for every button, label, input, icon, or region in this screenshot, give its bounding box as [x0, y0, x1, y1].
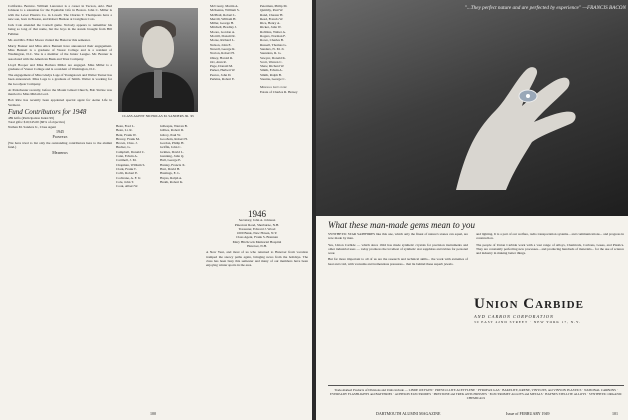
- year2-body: A New Year, and most of us who returned to Hanover from vacation tramped the snowy paths again, bringing news from the holidays. The class has been busy this semester and many of our members have been enjoying winter sports in the area.: [206, 250, 308, 268]
- list-item: Page, Donald M.: [210, 64, 233, 69]
- paragraph: California. Bernice. William Lancaster is a career in Tucson, Ariz. Bud Johnson is a salesman for the Equitable Life in Boston. John C. Miller is with the Lever Plastics Co. in Lowell. The Charles T. Thompsons have a new son, born in Boston, and Robert Hudson at Creighton Colo.: [8, 4, 112, 21]
- year2-line: Pinecrest Road, Sherburne, N.H.: [234, 222, 280, 227]
- list-item: McKenna, William S.: [210, 8, 240, 13]
- page-number-right: 101: [612, 411, 618, 416]
- memo-text: Estate of Charles R. Hersey: [260, 89, 298, 94]
- list-item: Olney, Harold R.: [210, 55, 234, 60]
- page-number-left: 100: [150, 411, 156, 416]
- list-item: Hart, David H.: [160, 166, 181, 171]
- list-item: Brown, Chas. J.: [116, 141, 138, 146]
- list-item: Chapman, William S.: [116, 162, 146, 167]
- list-item: Stearns, George C.: [260, 77, 286, 82]
- paragraph: Jack Cole attended the Cornell game. Nobody appears to remember his being so long of that name, but the boys in the stands brought from Bill Fellmer.: [8, 22, 112, 36]
- list-item: Campbell, Donald C.: [116, 149, 145, 154]
- list-item: Ricker, John W.: [260, 25, 282, 30]
- list-item: Bean, Fred L.: [116, 124, 135, 128]
- list-item: Bent, Frank W.: [116, 132, 137, 137]
- list-item: Parker, Herbert W.: [210, 68, 236, 73]
- list-item: Gilroy, Paul W.: [160, 132, 181, 137]
- list-item: Merrill, William H.: [210, 16, 237, 21]
- ad-quote: "...They perfect nature and are perfected by experience" —FRANCIS BACON: [464, 5, 626, 11]
- logo-subtitle: AND CARBON CORPORATION: [474, 314, 554, 319]
- left-column-2: [116, 124, 156, 404]
- list-item: Gordon, Philip H.: [160, 141, 185, 146]
- trade-names: Trade-marked Products of Divisions and Units include — LINDE OXYGEN · PREST-O-LITE ACETYLENE · PYROFAX GAS · BAKELITE, KRENE, VINYLITE, and VINYON PLASTICS · NATIONAL CARBONS · EVEREADY FLASHLIGHTS and BATTERIES · ACHESON ELECTRODES · PRESTONE and TREK ANTI-FREEZES · ELECTROMET ALLOYS and METALS · HAYNES STELLITE ALLOYS · SYNTHETIC ORGANIC CHEMICALS: [328, 385, 624, 401]
- list-item: Nelson, John E.: [210, 42, 232, 47]
- fund-line: Nathan M. Sanders Jr., Class Agent: [8, 124, 57, 129]
- list-item: Rice, Henry A.: [260, 21, 281, 26]
- right-page: [316, 0, 628, 420]
- ad-paragraph: But far more important to all of us are the research and technical skills... the work with extremes of heat and cold, with vacuums and tremendous pressures... that lie behind these superb jewels.: [328, 257, 468, 266]
- list-item: Cartmell, J. M.: [116, 158, 137, 163]
- tie-shape: [154, 70, 162, 98]
- list-item: Bracey, Frank M.: [116, 136, 140, 141]
- year2-line: Hanover, N.H.: [247, 244, 267, 249]
- list-item: Sanders, N. M. Jr.: [260, 46, 285, 51]
- fund-line: 489 Gifts (Participation Index 99): [8, 116, 54, 121]
- issue-date: Issue of FEBRUARY 1949: [506, 411, 550, 416]
- ad-paragraph: The people of Union Carbide work with a vast range of Alloys, Chemicals, Carbons, Gases, and Plastics. They are constantly perfecting new processes... and producing hundreds of materials... for the use of science and industry in making better things.: [476, 242, 624, 256]
- list-item: Cole, John T.: [116, 179, 134, 184]
- list-item: Saunders, R. G.: [260, 51, 282, 56]
- year-heading: 1945: [56, 129, 64, 134]
- list-item: Rand, Chester H.: [260, 12, 284, 17]
- list-item: Miller, George H.: [210, 21, 235, 26]
- year2-line: 1000 Bank, New Haven, N.Y.: [236, 231, 278, 236]
- left-column-5: [260, 4, 308, 204]
- list-item: Bean, Lt. R.: [116, 128, 133, 133]
- list-item: Newell, George R.: [210, 46, 236, 51]
- list-item: Scott, Warren C.: [260, 59, 283, 64]
- list-item: Cobb, Robert E.: [116, 171, 139, 176]
- list-item: Peterman, Philip M.: [260, 4, 288, 8]
- list-item: Goodwin, Robert H.: [160, 136, 188, 141]
- paragraph: Lloyd Hooper and Miss Barbara Miller are engaged. Miss Miller is a graduate of Vassar College and is a resident of Washington, D.C.: [8, 62, 112, 72]
- left-column-1: [8, 4, 112, 404]
- list-item: Sawyer, Donald K.: [260, 55, 286, 60]
- list-item: Gunning, John Q.: [160, 154, 185, 159]
- ad-paragraph: and lighting. It is a part of our welfare, radio transportation systems... and communications... and progress in construction.: [476, 232, 624, 241]
- list-item: Reed, Francis W.: [260, 16, 284, 21]
- left-page: [0, 0, 312, 420]
- list-item: Griffin, John C.: [160, 145, 182, 150]
- list-item: Hall, George E.: [160, 158, 182, 163]
- list-item: Morse, Richard L.: [210, 38, 235, 43]
- paragraph: At Parkchester recently, before the Mount Gilead Church, Bob Sirrine was married to Miss Miriam Lord.: [8, 87, 112, 97]
- year2-line: Treasurer, Edward J. Wood: [238, 226, 276, 231]
- left-column-3: [160, 124, 200, 404]
- ad-body-column-2: [476, 232, 624, 257]
- members-heading: Members: [52, 149, 68, 155]
- memo-heading: Memorial Gifts from:: [260, 85, 287, 90]
- face-shape: [142, 26, 174, 68]
- note-heading: Pioneers: [52, 134, 68, 140]
- magazine-title: DARTMOUTH ALUMNI MAGAZINE: [376, 411, 441, 416]
- list-item: Cann, Edwin A.: [116, 154, 138, 159]
- list-item: Bucher, G.: [116, 145, 131, 150]
- list-item: Clark, Frank T.: [116, 166, 137, 171]
- list-item: Robbins, Walter A.: [260, 29, 286, 34]
- list-item: Smith, Ralph B.: [260, 72, 282, 77]
- year2-line: Class Agent, Frank S. Brennan: [236, 235, 278, 240]
- paragraph: Mr. and Mrs. Elliot Moore visited the Hanover this semester.: [8, 37, 91, 42]
- list-item: Hastings, E. L.: [160, 171, 181, 176]
- list-item: Cochrane, A. F. Jr.: [116, 175, 142, 180]
- ad-paragraph: SYNTHETIC STAR SAPPHIRES like this one, which only the finest of nature's stones can equal, are now made by man.: [328, 232, 468, 241]
- list-item: Shaw, Richard W.: [260, 64, 285, 69]
- list-item: Hayes, Ralph A.: [160, 175, 183, 180]
- ad-body-column-1: [328, 232, 468, 268]
- list-item: Rowe, Charles B.: [260, 38, 284, 43]
- hand-with-ring-illustration: [436, 40, 586, 190]
- paragraph: Marty Bonner and Miss Alice Bennett have announced their engagement. Miss Bennett is a graduate of Vassar College and is a resident of Washington, D.C. She is a member of the Junior League. Mr. Bonner is associated with the American Bank and Trust Company.: [8, 43, 112, 61]
- list-item: McCreary, Martin A.: [210, 4, 239, 8]
- list-item: Orr, Alan R.: [210, 59, 227, 64]
- list-item: Gillespie, Warren B.: [160, 124, 188, 128]
- class-agent-photo: [118, 8, 198, 112]
- list-item: Quimby, Paul W.: [260, 8, 284, 13]
- list-item: McPhail, Robert L.: [210, 12, 237, 17]
- fund-line: Total gifts: $10,545.00 (66% of objective): [8, 120, 66, 125]
- list-item: Gillies, Robert D.: [160, 128, 185, 133]
- list-item: Russell, Thomas G.: [260, 42, 287, 47]
- ad-headline: What these man-made gems mean to you: [328, 220, 475, 230]
- logo-wordmark: Union Carbide: [474, 296, 584, 312]
- list-item: Cook, Albert W.: [116, 184, 139, 189]
- year2-line: Secretary, John A. Johnson: [238, 218, 276, 223]
- left-column-6: [206, 210, 308, 406]
- list-item: Mitchell, Bradley J.: [210, 25, 237, 30]
- photo-caption: CLASS AGENT NICHOLAS M. SANDERS JR. '45: [122, 114, 194, 118]
- list-item: Rogers, Norman F.: [260, 34, 286, 39]
- list-item: Smith, Edwin A.: [260, 68, 283, 73]
- union-carbide-logo: [474, 296, 624, 324]
- list-item: Heath, Robert K.: [160, 179, 184, 184]
- note-text: (We have tried to list only the outstanding contributors here to the alumni fund.): [8, 140, 112, 149]
- list-item: Moore, Gordon A.: [210, 29, 236, 34]
- list-item: Norton, Robert H.: [210, 51, 235, 56]
- paragraph: The engagement of Miss Gladys Lage of Youngstown and Walter Turner has been announced. Miss Lage is a graduate of Smith. Walter is working for the Goodyear Company.: [8, 73, 112, 86]
- list-item: Grimes, David L.: [160, 149, 184, 154]
- year2-line: Mary Hitchcock Memorial Hospital: [232, 239, 282, 244]
- list-item: Pearce, John D.: [210, 72, 232, 77]
- logo-address: 30 EAST 42ND STREET · NEW YORK 17, N.Y.: [474, 320, 581, 324]
- ad-photo: [316, 0, 628, 216]
- year2-heading: 1946: [248, 210, 266, 219]
- ad-paragraph: Yes, Union Carbide — which since 1942 has made synthetic crystals for precision instruments and other industrial uses — today produces the loveliest of synthetic star sapphires and rubies for personal wear.: [328, 242, 468, 256]
- fund-heading: Fund Contributors for 1948: [8, 107, 87, 116]
- left-column-4: [210, 4, 256, 164]
- list-item: Perkins, Robert E.: [210, 77, 235, 82]
- list-item: Morrill, Donald R.: [210, 34, 236, 39]
- paragraph: Bob Rice has recently been appointed special agent for Aetna Life in Vermont.: [8, 98, 112, 107]
- list-item: Hanley, Francis X.: [160, 162, 186, 167]
